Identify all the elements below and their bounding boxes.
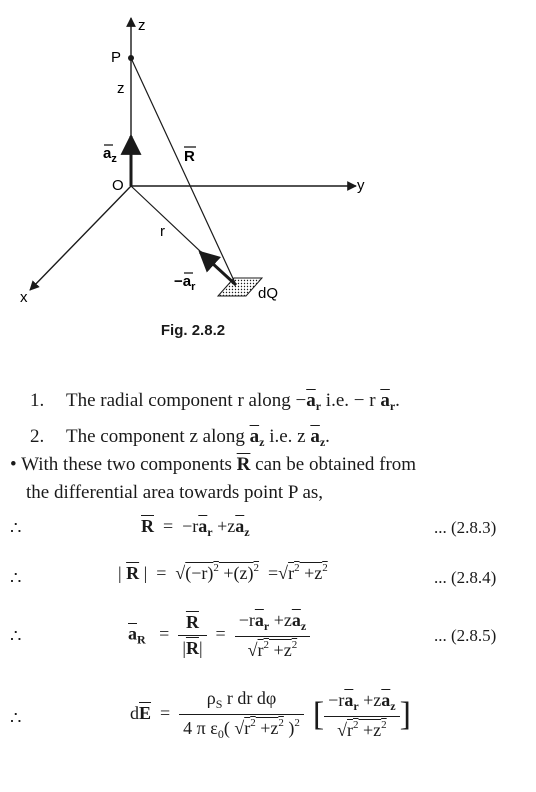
figure-diagram [0,0,536,320]
list-item-1 [30,390,400,414]
list-item-2 [30,426,330,450]
point-p-dot [128,55,134,61]
y-axis-label: y [357,177,365,194]
dq-patch [218,278,262,296]
r-vector-label: R [184,148,195,165]
bullet-line-2: the differential area towards point P as, [26,482,324,503]
bullet-text: can be obtained from [250,454,417,475]
unit-vector: $\overline{a}$ [310,426,320,447]
therefore-symbol: ∴ [10,568,22,588]
item-text: . [325,426,330,447]
unit-vector-sub: r [389,399,396,413]
equation-number-2-8-4: ... (2.8.4) [434,568,497,587]
item-text: i.e. − r [321,390,381,411]
neg-a-r-arrow [200,252,236,285]
item-text: The component z along [66,426,250,447]
neg-a-r-label: $-a_r$ [174,273,196,293]
equation-number-2-8-5: ... (2.8.5) [434,626,497,645]
item-number: 2. [30,426,45,447]
item-text: i.e. z [264,426,311,447]
r-length-label: r [160,223,165,240]
unit-vector-sub: r [315,399,322,413]
item-text: . [395,390,400,411]
r-vector-line [131,58,236,285]
therefore-symbol: ∴ [10,708,22,728]
item-text: The radial component r along − [66,390,307,411]
unit-vector: $\overline{a}$ [380,390,390,411]
unit-vector-sub: z [259,435,265,449]
a-z-label: $a_z$ [103,145,117,165]
figure-caption: Fig. 2.8.2 [160,322,226,339]
equation-2-8-4: | $\overline{R}$ | = $√(-r)^2 +(z)^2 =√r^2 +z^2$ [118,562,328,583]
equation-2-8-3: $\overline{R} = -r\overline{a}_r +z\overline{a}_z$ [141,516,250,539]
bullet-symbol: • [10,454,17,475]
bullet-text: With these two components [21,454,237,475]
unit-vector: $\overline{a}$ [306,390,316,411]
therefore-symbol: ∴ [10,518,22,538]
z-axis-label: z [138,17,146,34]
equation-number-2-8-3: ... (2.8.3) [434,518,497,537]
dq-label: dQ [258,285,279,302]
point-p-label: P [111,49,122,66]
unit-vector: $\overline{a}$ [249,426,260,447]
equation-de: $d\overline{E}$ = $\frac{\rho_S r dr d\varphi}{4 \pi \varepsilon_0( √r^2 +z^2 )^2}$ [ $\frac{-r\overline{a}_r +z\overline{a}_z}{√r^2 +z^2}$ ] [130,688,411,741]
z-length-label: z [117,80,125,97]
unit-vector-sub: z [319,435,326,449]
therefore-symbol: ∴ [10,626,22,646]
r-vector-symbol: $\overline{R}$ [236,454,251,475]
x-axis-label: x [20,289,28,306]
equation-2-8-5: $\overline{a}_R$ = $\frac{\overline{R}}{|\overline{R}|}$ = $\frac{-r\overline{a}_r +z\overline{a}_z}{√r^2 +z^2}$ [128,610,310,661]
origin-label: O [112,177,124,194]
item-number: 1. [30,390,45,411]
x-axis-line [30,186,131,290]
bullet-line-1 [10,454,416,476]
